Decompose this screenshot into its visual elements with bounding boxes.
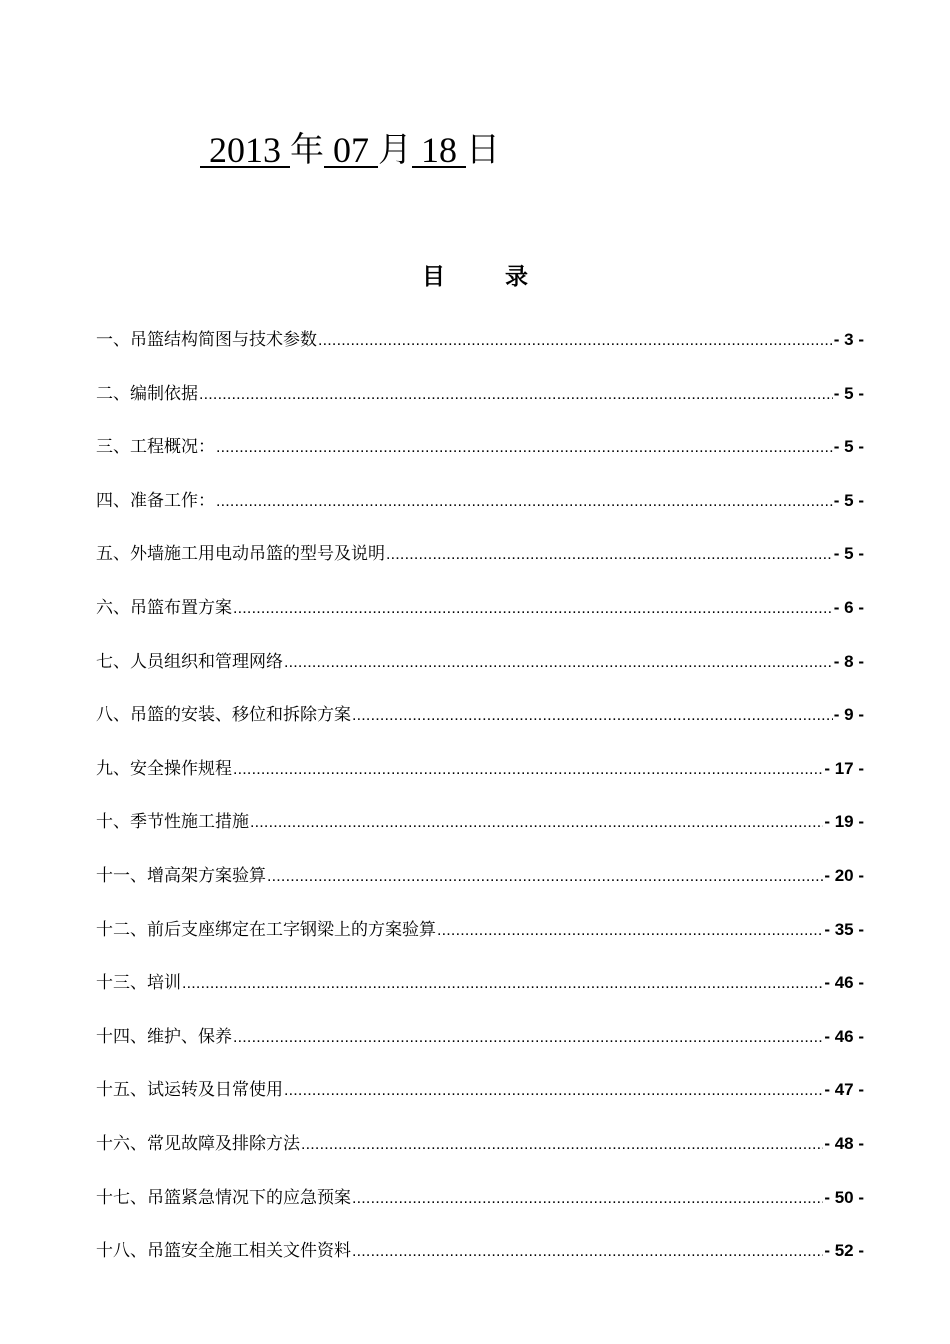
toc-entry[interactable] [96, 1233, 864, 1287]
toc-dot-leader [233, 1020, 823, 1056]
toc-entry-page: - 9 - [833, 705, 864, 725]
toc-dot-leader [233, 591, 833, 627]
toc-entry[interactable] [96, 751, 864, 805]
toc-entry-label: 五、外墙施工用电动吊篮的型号及说明 [96, 544, 385, 565]
toc-entry-page: - 48 - [824, 1133, 864, 1153]
toc-entry-page: - 52 - [824, 1241, 864, 1261]
toc-entry-page: - 8 - [833, 651, 864, 671]
toc-dot-leader [182, 966, 823, 1002]
toc-entry-label: 九、安全操作规程 [96, 758, 232, 779]
toc-entry[interactable] [96, 644, 864, 698]
toc-entry-page: - 5 - [833, 490, 864, 510]
toc-entry-label: 十五、试运转及日常使用 [96, 1080, 283, 1101]
toc-entry-page: - 35 - [824, 919, 864, 939]
toc-dot-leader [386, 537, 833, 573]
date-year-unit: 年 [290, 130, 324, 170]
date-day: 18 [412, 130, 466, 170]
toc-dot-leader [216, 484, 833, 520]
toc-dot-leader [250, 805, 823, 841]
toc-entry-page: - 47 - [824, 1080, 864, 1100]
toc-dot-leader [437, 913, 823, 949]
toc-entry[interactable] [96, 1019, 864, 1073]
date-day-unit: 日 [466, 130, 500, 170]
toc-dot-leader [284, 645, 833, 681]
toc-entry[interactable] [96, 697, 864, 751]
toc-entry-page: - 50 - [824, 1187, 864, 1207]
toc-entry-page: - 46 - [824, 973, 864, 993]
toc-entry-page: - 5 - [833, 437, 864, 457]
toc-entry[interactable] [96, 804, 864, 858]
toc-entry-label: 十三、培训 [96, 973, 181, 994]
toc-dot-leader [284, 1073, 823, 1109]
toc-dot-leader [267, 859, 823, 895]
toc-entry-label: 六、吊篮布置方案 [96, 597, 232, 618]
toc-entry-page: - 46 - [824, 1026, 864, 1046]
toc-entry-label: 十六、常见故障及排除方法 [96, 1133, 300, 1154]
toc-dot-leader [233, 752, 823, 788]
toc-entry-label: 十四、维护、保养 [96, 1026, 232, 1047]
toc-entry-label: 三、工程概况： [96, 437, 215, 458]
toc-entry[interactable] [96, 429, 864, 483]
toc-entry[interactable] [96, 965, 864, 1019]
toc-entry-page: - 17 - [824, 758, 864, 778]
date-month: 07 [324, 130, 378, 170]
toc-entry-page: - 19 - [824, 812, 864, 832]
toc-entry-label: 十七、吊篮紧急情况下的应急预案 [96, 1187, 351, 1208]
toc-title: 目录 [422, 264, 588, 290]
toc-entry-page: - 3 - [833, 330, 864, 349]
toc-dot-leader [199, 377, 833, 413]
date-year: 2013 [200, 130, 290, 170]
toc-dot-leader [318, 323, 833, 359]
toc-dot-leader [352, 1181, 823, 1217]
toc-entry-label: 十八、吊篮安全施工相关文件资料 [96, 1241, 351, 1262]
toc-dot-leader [352, 1234, 823, 1270]
toc-entry-label: 一、吊篮结构简图与技术参数 [96, 330, 317, 350]
toc-entry-label: 八、吊篮的安装、移位和拆除方案 [96, 705, 351, 726]
toc-entry[interactable] [96, 590, 864, 644]
toc-entry-page: - 6 - [833, 597, 864, 617]
toc-entry-label: 四、准备工作： [96, 490, 215, 511]
toc-entry-label: 十二、前后支座绑定在工字钢梁上的方案验算 [96, 919, 436, 940]
toc-entry-page: - 5 - [833, 383, 864, 403]
toc-entry-page: - 5 - [833, 544, 864, 564]
toc-entry[interactable] [96, 1072, 864, 1126]
toc-dot-leader [216, 430, 833, 466]
table-of-contents [96, 322, 864, 1287]
toc-entry[interactable] [96, 1126, 864, 1180]
toc-entry[interactable] [96, 912, 864, 966]
toc-entry-label: 七、人员组织和管理网络 [96, 651, 283, 672]
toc-entry[interactable] [96, 322, 864, 376]
toc-entry-label: 十、季节性施工措施 [96, 812, 249, 833]
toc-entry[interactable] [96, 536, 864, 590]
toc-dot-leader [301, 1127, 823, 1163]
toc-entry-page: - 20 - [824, 865, 864, 885]
toc-entry-label: 二、编制依据 [96, 383, 198, 404]
toc-entry[interactable] [96, 1180, 864, 1234]
date-month-unit: 月 [378, 130, 412, 170]
document-date [200, 128, 500, 172]
toc-dot-leader [352, 698, 833, 734]
toc-entry-label: 十一、增高架方案验算 [96, 865, 266, 886]
toc-entry[interactable] [96, 483, 864, 537]
toc-entry[interactable] [96, 376, 864, 430]
toc-entry[interactable] [96, 858, 864, 912]
